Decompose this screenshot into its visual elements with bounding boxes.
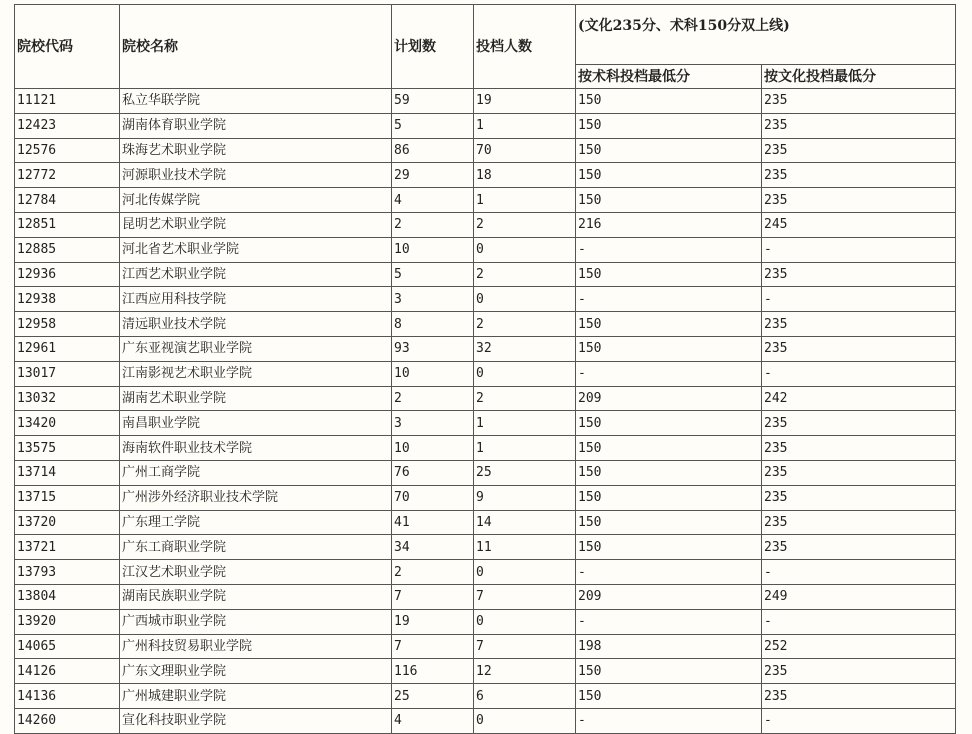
cell-min-culture-score: 235 [762, 659, 956, 684]
cell-enrolled-count: 7 [474, 634, 576, 659]
cell-min-culture-score: - [762, 609, 956, 634]
cell-plan-count: 59 [392, 89, 474, 114]
cell-min-culture-score: 249 [762, 584, 956, 609]
header-min-art-score: 按术科投档最低分 [576, 65, 762, 89]
cell-school-name: 广东理工学院 [120, 510, 392, 535]
cell-school-code: 14126 [15, 659, 120, 684]
table-row [15, 89, 956, 114]
cell-school-code: 12851 [15, 212, 120, 237]
cell-min-art-score: 209 [576, 386, 762, 411]
cell-min-art-score: 150 [576, 460, 762, 485]
cell-min-culture-score: 235 [762, 436, 956, 461]
cell-min-art-score: 150 [576, 312, 762, 337]
cell-plan-count: 34 [392, 535, 474, 560]
cell-min-art-score: - [576, 237, 762, 262]
cell-school-code: 13720 [15, 510, 120, 535]
cell-school-code: 14260 [15, 708, 120, 733]
cell-enrolled-count: 1 [474, 436, 576, 461]
cell-school-code: 13017 [15, 361, 120, 386]
cell-min-art-score: 150 [576, 411, 762, 436]
cell-plan-count: 7 [392, 634, 474, 659]
cell-min-culture-score: 235 [762, 163, 956, 188]
cell-min-art-score: 150 [576, 684, 762, 709]
cell-enrolled-count: 14 [474, 510, 576, 535]
cell-min-culture-score: - [762, 361, 956, 386]
cell-school-code: 12961 [15, 336, 120, 361]
cell-plan-count: 10 [392, 436, 474, 461]
cell-school-code: 13420 [15, 411, 120, 436]
cell-enrolled-count: 11 [474, 535, 576, 560]
cell-enrolled-count: 18 [474, 163, 576, 188]
cell-plan-count: 2 [392, 560, 474, 585]
table-row [15, 609, 956, 634]
cell-min-culture-score: 235 [762, 485, 956, 510]
cell-min-art-score: 216 [576, 212, 762, 237]
cell-enrolled-count: 1 [474, 411, 576, 436]
cell-school-name: 广州科技贸易职业学院 [120, 634, 392, 659]
cell-school-name: 广西城市职业学院 [120, 609, 392, 634]
cell-min-art-score: 150 [576, 113, 762, 138]
cell-school-code: 14136 [15, 684, 120, 709]
cell-enrolled-count: 6 [474, 684, 576, 709]
cell-plan-count: 19 [392, 609, 474, 634]
cell-plan-count: 10 [392, 237, 474, 262]
cell-school-name: 湖南体育职业学院 [120, 113, 392, 138]
cell-enrolled-count: 0 [474, 361, 576, 386]
cell-school-name: 清远职业技术学院 [120, 312, 392, 337]
cell-school-code: 11121 [15, 89, 120, 114]
table-body [15, 89, 956, 734]
cell-enrolled-count: 2 [474, 312, 576, 337]
cell-school-code: 12423 [15, 113, 120, 138]
cell-min-culture-score: 235 [762, 411, 956, 436]
table-row [15, 163, 956, 188]
cell-enrolled-count: 70 [474, 138, 576, 163]
cell-min-culture-score: - [762, 560, 956, 585]
cell-plan-count: 3 [392, 411, 474, 436]
cell-enrolled-count: 2 [474, 262, 576, 287]
cell-min-art-score: 198 [576, 634, 762, 659]
cell-school-name: 江西应用科技学院 [120, 287, 392, 312]
cell-school-code: 13032 [15, 386, 120, 411]
cell-plan-count: 5 [392, 262, 474, 287]
cell-min-art-score: 150 [576, 659, 762, 684]
cell-enrolled-count: 9 [474, 485, 576, 510]
table-row [15, 485, 956, 510]
cell-school-name: 湖南民族职业学院 [120, 584, 392, 609]
cell-min-art-score: 150 [576, 510, 762, 535]
header-min-culture-score: 按文化投档最低分 [762, 65, 956, 89]
cell-enrolled-count: 0 [474, 560, 576, 585]
cell-school-name: 江南影视艺术职业学院 [120, 361, 392, 386]
header-score-line: (文化235分、术科150分双上线) [576, 5, 956, 65]
cell-school-name: 湖南艺术职业学院 [120, 386, 392, 411]
cell-min-art-score: - [576, 361, 762, 386]
cell-min-art-score: 150 [576, 163, 762, 188]
cell-enrolled-count: 1 [474, 188, 576, 213]
cell-min-culture-score: 235 [762, 188, 956, 213]
cell-min-culture-score: 242 [762, 386, 956, 411]
cell-min-culture-score: 235 [762, 336, 956, 361]
cell-min-art-score: 209 [576, 584, 762, 609]
cell-min-culture-score: 235 [762, 113, 956, 138]
cell-school-name: 河北传媒学院 [120, 188, 392, 213]
cell-enrolled-count: 0 [474, 237, 576, 262]
cell-min-culture-score: 235 [762, 262, 956, 287]
cell-enrolled-count: 7 [474, 584, 576, 609]
admission-table [14, 4, 956, 734]
cell-school-name: 广州工商学院 [120, 460, 392, 485]
cell-school-code: 13715 [15, 485, 120, 510]
cell-min-art-score: 150 [576, 138, 762, 163]
cell-school-name: 广州涉外经济职业技术学院 [120, 485, 392, 510]
header-school-name: 院校名称 [120, 5, 392, 89]
table-row [15, 436, 956, 461]
cell-enrolled-count: 2 [474, 386, 576, 411]
cell-school-code: 12938 [15, 287, 120, 312]
cell-plan-count: 2 [392, 386, 474, 411]
header-school-code: 院校代码 [15, 5, 120, 89]
cell-min-art-score: 150 [576, 336, 762, 361]
cell-school-code: 13575 [15, 436, 120, 461]
cell-plan-count: 76 [392, 460, 474, 485]
cell-school-code: 14065 [15, 634, 120, 659]
cell-min-art-score: - [576, 609, 762, 634]
cell-min-culture-score: 235 [762, 510, 956, 535]
cell-school-name: 江西艺术职业学院 [120, 262, 392, 287]
cell-min-culture-score: 235 [762, 138, 956, 163]
header-enrolled-count: 投档人数 [474, 5, 576, 89]
cell-min-art-score: - [576, 560, 762, 585]
cell-school-code: 12772 [15, 163, 120, 188]
table-row [15, 659, 956, 684]
cell-school-name: 南昌职业学院 [120, 411, 392, 436]
cell-school-name: 广东文理职业学院 [120, 659, 392, 684]
cell-school-code: 12784 [15, 188, 120, 213]
cell-enrolled-count: 12 [474, 659, 576, 684]
cell-school-name: 广东工商职业学院 [120, 535, 392, 560]
cell-min-culture-score: 235 [762, 535, 956, 560]
cell-enrolled-count: 25 [474, 460, 576, 485]
cell-enrolled-count: 0 [474, 287, 576, 312]
table-row [15, 584, 956, 609]
cell-min-culture-score: 235 [762, 460, 956, 485]
cell-plan-count: 93 [392, 336, 474, 361]
cell-plan-count: 7 [392, 584, 474, 609]
cell-min-art-score: - [576, 708, 762, 733]
table-row [15, 262, 956, 287]
table-row [15, 510, 956, 535]
cell-enrolled-count: 0 [474, 708, 576, 733]
cell-plan-count: 116 [392, 659, 474, 684]
table-row [15, 188, 956, 213]
cell-school-name: 珠海艺术职业学院 [120, 138, 392, 163]
cell-min-culture-score: 235 [762, 684, 956, 709]
table-row [15, 560, 956, 585]
cell-school-code: 12936 [15, 262, 120, 287]
cell-min-art-score: 150 [576, 535, 762, 560]
cell-plan-count: 2 [392, 212, 474, 237]
cell-plan-count: 25 [392, 684, 474, 709]
table-row [15, 361, 956, 386]
cell-plan-count: 4 [392, 188, 474, 213]
cell-school-code: 12576 [15, 138, 120, 163]
cell-min-culture-score: - [762, 287, 956, 312]
cell-school-name: 昆明艺术职业学院 [120, 212, 392, 237]
cell-min-art-score: 150 [576, 436, 762, 461]
cell-school-code: 13714 [15, 460, 120, 485]
table-row [15, 138, 956, 163]
cell-enrolled-count: 0 [474, 609, 576, 634]
cell-min-art-score: 150 [576, 262, 762, 287]
table-row [15, 312, 956, 337]
cell-school-name: 广州城建职业学院 [120, 684, 392, 709]
table-row [15, 212, 956, 237]
cell-min-art-score: - [576, 287, 762, 312]
cell-min-art-score: 150 [576, 89, 762, 114]
cell-plan-count: 29 [392, 163, 474, 188]
cell-min-art-score: 150 [576, 485, 762, 510]
cell-min-culture-score: 252 [762, 634, 956, 659]
table-row [15, 386, 956, 411]
cell-min-culture-score: - [762, 237, 956, 262]
table-row [15, 535, 956, 560]
header-plan-count: 计划数 [392, 5, 474, 89]
cell-plan-count: 5 [392, 113, 474, 138]
table-row [15, 684, 956, 709]
cell-enrolled-count: 1 [474, 113, 576, 138]
table-row [15, 336, 956, 361]
cell-plan-count: 3 [392, 287, 474, 312]
cell-school-name: 江汉艺术职业学院 [120, 560, 392, 585]
cell-school-name: 宣化科技职业学院 [120, 708, 392, 733]
cell-school-code: 12958 [15, 312, 120, 337]
cell-enrolled-count: 32 [474, 336, 576, 361]
cell-school-name: 河源职业技术学院 [120, 163, 392, 188]
cell-plan-count: 70 [392, 485, 474, 510]
table-row [15, 237, 956, 262]
cell-school-code: 12885 [15, 237, 120, 262]
cell-school-name: 海南软件职业技术学院 [120, 436, 392, 461]
cell-min-culture-score: - [762, 708, 956, 733]
cell-school-code: 13793 [15, 560, 120, 585]
cell-plan-count: 4 [392, 708, 474, 733]
table-row [15, 411, 956, 436]
cell-min-art-score: 150 [576, 188, 762, 213]
cell-enrolled-count: 2 [474, 212, 576, 237]
cell-school-name: 广东亚视演艺职业学院 [120, 336, 392, 361]
table-row [15, 708, 956, 733]
cell-school-code: 13920 [15, 609, 120, 634]
cell-min-culture-score: 235 [762, 312, 956, 337]
cell-plan-count: 86 [392, 138, 474, 163]
cell-school-name: 私立华联学院 [120, 89, 392, 114]
table-row [15, 460, 956, 485]
cell-school-name: 河北省艺术职业学院 [120, 237, 392, 262]
cell-min-culture-score: 235 [762, 89, 956, 114]
cell-plan-count: 41 [392, 510, 474, 535]
cell-school-code: 13721 [15, 535, 120, 560]
cell-school-code: 13804 [15, 584, 120, 609]
cell-plan-count: 8 [392, 312, 474, 337]
table-row [15, 634, 956, 659]
cell-enrolled-count: 19 [474, 89, 576, 114]
cell-plan-count: 10 [392, 361, 474, 386]
cell-min-culture-score: 245 [762, 212, 956, 237]
table-row [15, 113, 956, 138]
table-row [15, 287, 956, 312]
